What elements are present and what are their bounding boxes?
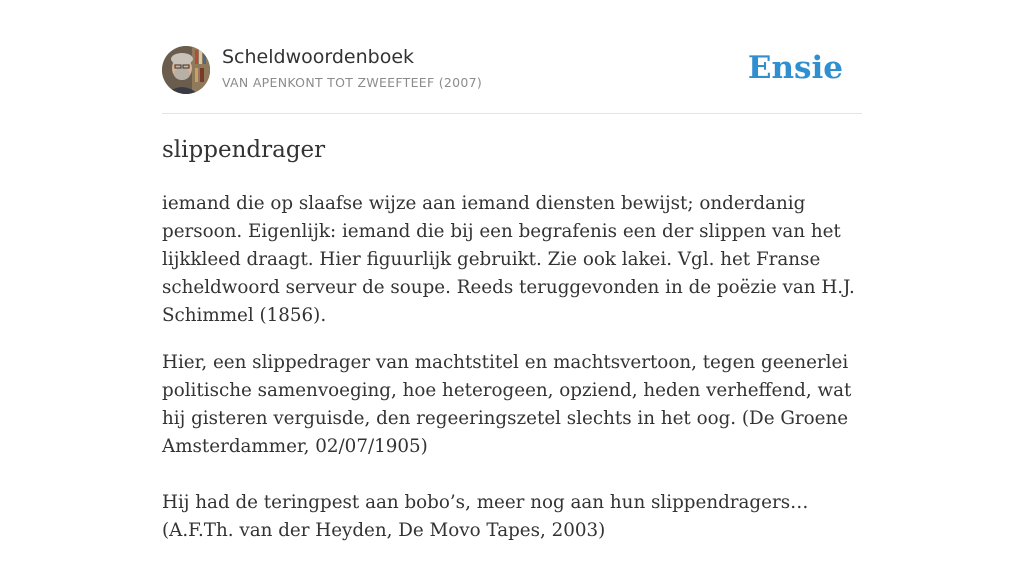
author-avatar[interactable] xyxy=(162,46,210,94)
entry-definition: iemand die op slaafse wijze aan iemand diensten bewijst; onderdanig persoon. Eigenlijk: iemand die bij een begrafenis een der slippen van het lijkkleed draagt. Hier figuurlijk gebruikt. Zie ook lakei. Vgl. het Franse scheldwoord serveur de soupe. Reeds teruggevonden in de poëzie van H.J. Schimmel (1856). xyxy=(162,193,855,326)
header-divider xyxy=(162,113,862,114)
author-photo xyxy=(162,46,210,94)
entry-content xyxy=(162,190,862,564)
ensie-logo[interactable]: Ensie xyxy=(747,50,843,86)
book-title[interactable]: Scheldwoordenboek xyxy=(222,46,415,68)
entry-term: slippendrager xyxy=(162,137,326,163)
entry-quote: Hij had de teringpest aan bobo’s, meer nog aan hun slippendragers… (A.F.Th. van der Heyden, De Movo Tapes, 2003) xyxy=(162,492,809,541)
entry-quote: Hier, een slippedrager van machtstitel en machtsvertoon, tegen geenerlei politische samenvoeging, hoe heterogeen, opziend, heden verheffend, wat hij gisteren verguisde, den regeeringszetel slechts in het oog. (De Groene Amsterdammer, 02/07/1905) xyxy=(162,352,852,457)
entry-header xyxy=(162,46,862,96)
book-subtitle: VAN APENKONT TOT ZWEEFTEEF (2007) xyxy=(222,75,483,90)
